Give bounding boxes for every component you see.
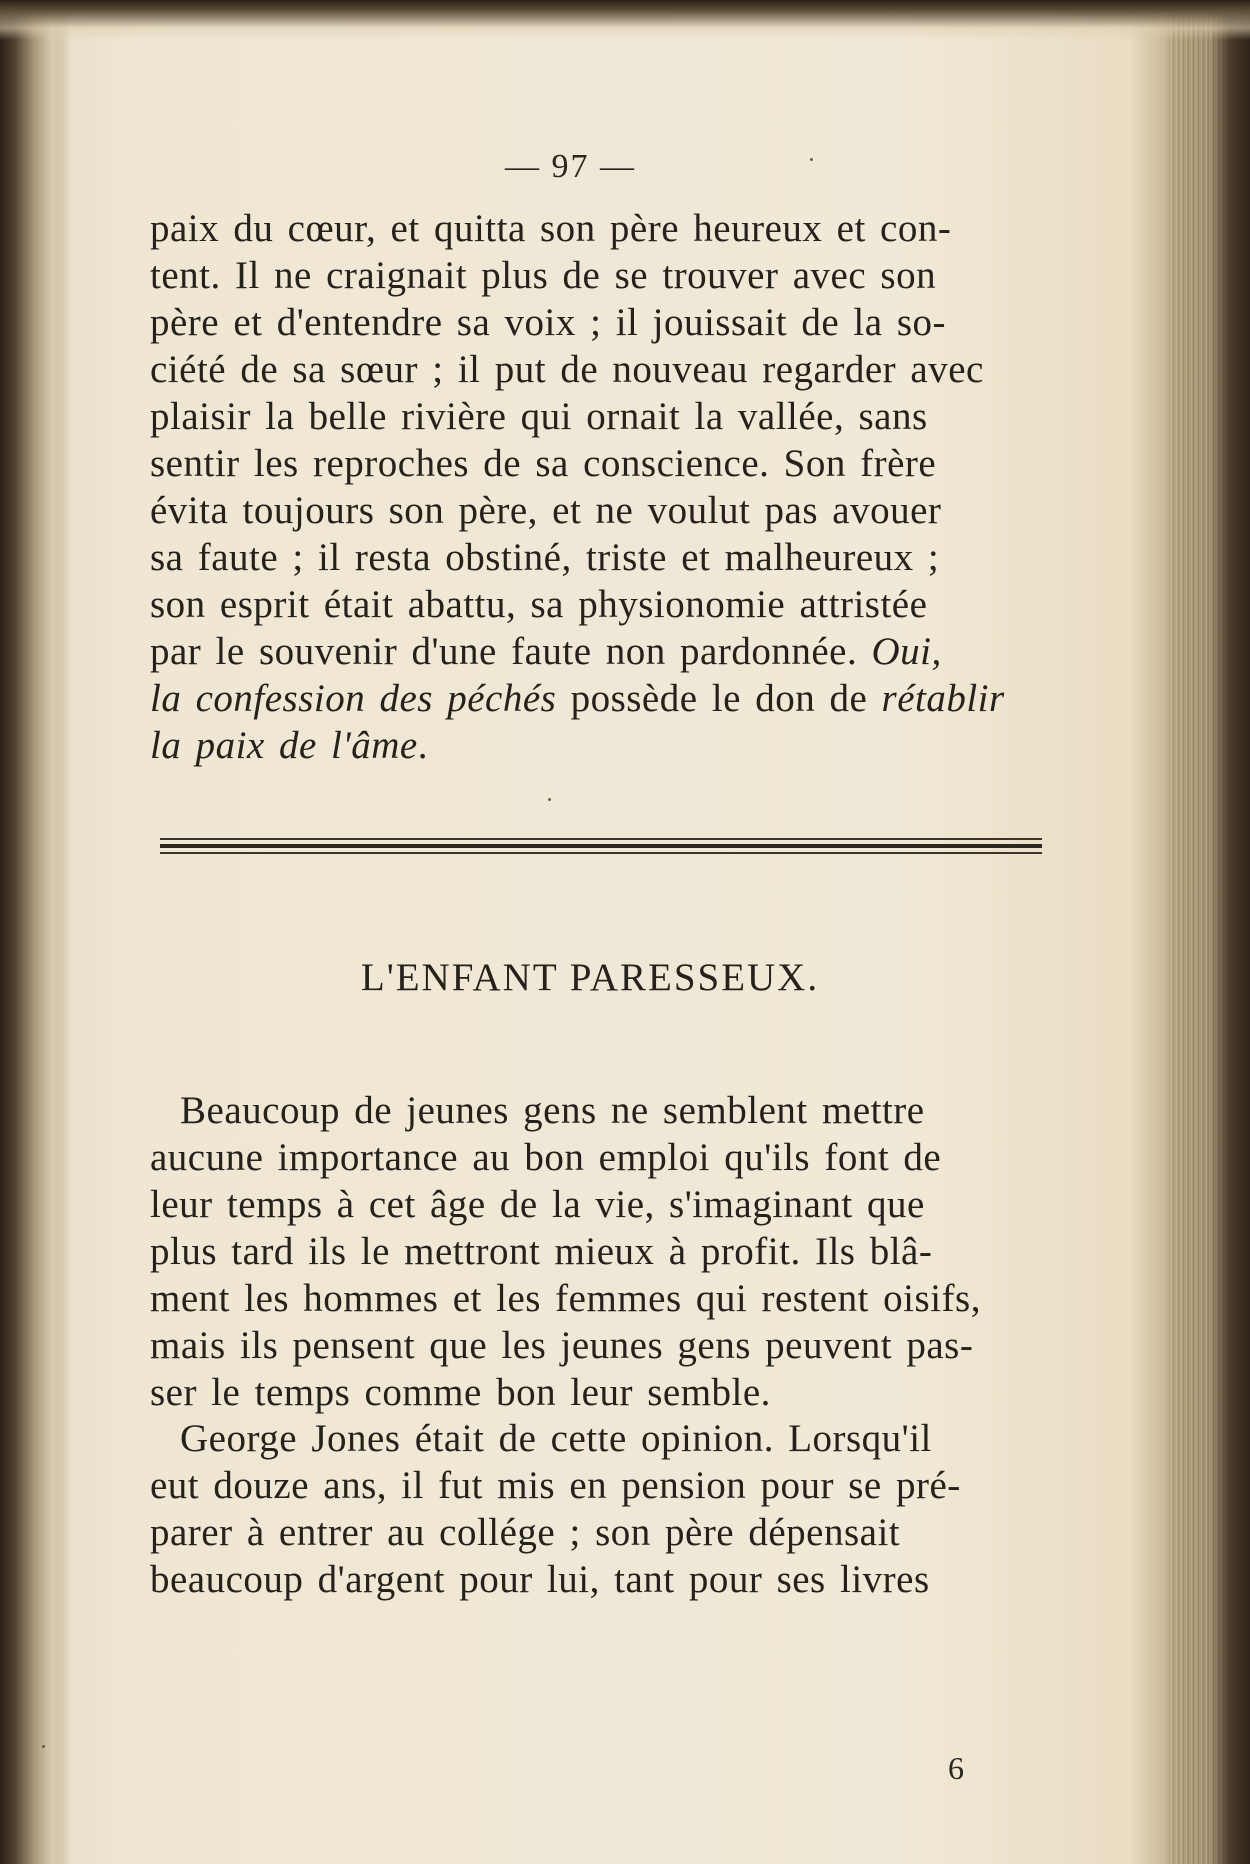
paragraph-intro — [150, 1087, 1030, 1416]
left-page-curl — [0, 0, 70, 1864]
text-line: eut douze ans, il fut mis en pension pour se pré- — [150, 1464, 961, 1507]
text-line: paix du cœur, et quitta son père heureux et con- — [150, 207, 952, 250]
italic-run: rétablir — [881, 677, 1005, 720]
top-shadow — [0, 0, 1250, 40]
text-line: plus tard ils le mettront mieux à profit. Ils blâ- — [150, 1230, 933, 1273]
paragraph-george — [150, 1415, 1030, 1603]
italic-run: la paix de l'âme — [150, 724, 418, 767]
divider-line — [160, 838, 1042, 840]
text-line-mixed — [150, 628, 1030, 675]
text-run: . — [417, 724, 428, 767]
text-line: sa faute ; il resta obstiné, triste et malheureux ; — [150, 536, 940, 579]
text-line: ment les hommes et les femmes qui restent oisifs, — [150, 1277, 981, 1320]
text-line: George Jones était de cette opinion. Lorsqu'il — [180, 1417, 932, 1460]
text-run: possède le don de — [556, 677, 882, 720]
text-line: leur temps à cet âge de la vie, s'imaginant que — [150, 1183, 925, 1226]
page-number: — 97 — — [505, 148, 636, 185]
right-shadow — [1210, 0, 1250, 1864]
italic-run: la confession des péchés — [150, 677, 557, 720]
text-line: sentir les reproches de sa conscience. Son frère — [150, 442, 937, 485]
text-run: par le souvenir d'une faute non pardonnée. — [150, 630, 858, 673]
text-line: beaucoup d'argent pour lui, tant pour ses livres — [150, 1558, 930, 1601]
paragraph-continuation — [150, 205, 1030, 769]
signature-mark: 6 — [948, 1750, 964, 1786]
text-line: évita toujours son père, et ne voulut pas avouer — [150, 489, 942, 532]
text-line: son esprit était abattu, sa physionomie attristée — [150, 583, 928, 626]
section-divider — [160, 838, 1042, 856]
text-line-mixed — [150, 722, 1030, 769]
paper-speck — [42, 1745, 45, 1748]
divider-line — [160, 844, 1042, 848]
italic-run: Oui, — [871, 630, 942, 673]
text-line: père et d'entendre sa voix ; il jouissait de la so- — [150, 301, 946, 344]
text-line: ciété de sa sœur ; il put de nouveau regarder avec — [150, 348, 984, 391]
paper-speck — [548, 798, 551, 801]
text-line: ser le temps comme bon leur semble. — [150, 1371, 771, 1414]
paper-speck — [810, 158, 813, 161]
divider-line — [160, 852, 1042, 854]
text-line: tent. Il ne craignait plus de se trouver avec son — [150, 254, 937, 297]
section-title: L'ENFANT PARESSEUX. — [360, 956, 820, 999]
text-line: Beaucoup de jeunes gens ne semblent mettre — [180, 1089, 925, 1132]
text-line: plaisir la belle rivière qui ornait la vallée, sans — [150, 395, 928, 438]
text-line-mixed — [150, 675, 1030, 722]
text-line: mais ils pensent que les jeunes gens peuvent pas- — [150, 1324, 974, 1367]
text-line: aucune importance au bon emploi qu'ils font de — [150, 1136, 942, 1179]
text-line: parer à entrer au collége ; son père dépensait — [150, 1511, 901, 1554]
